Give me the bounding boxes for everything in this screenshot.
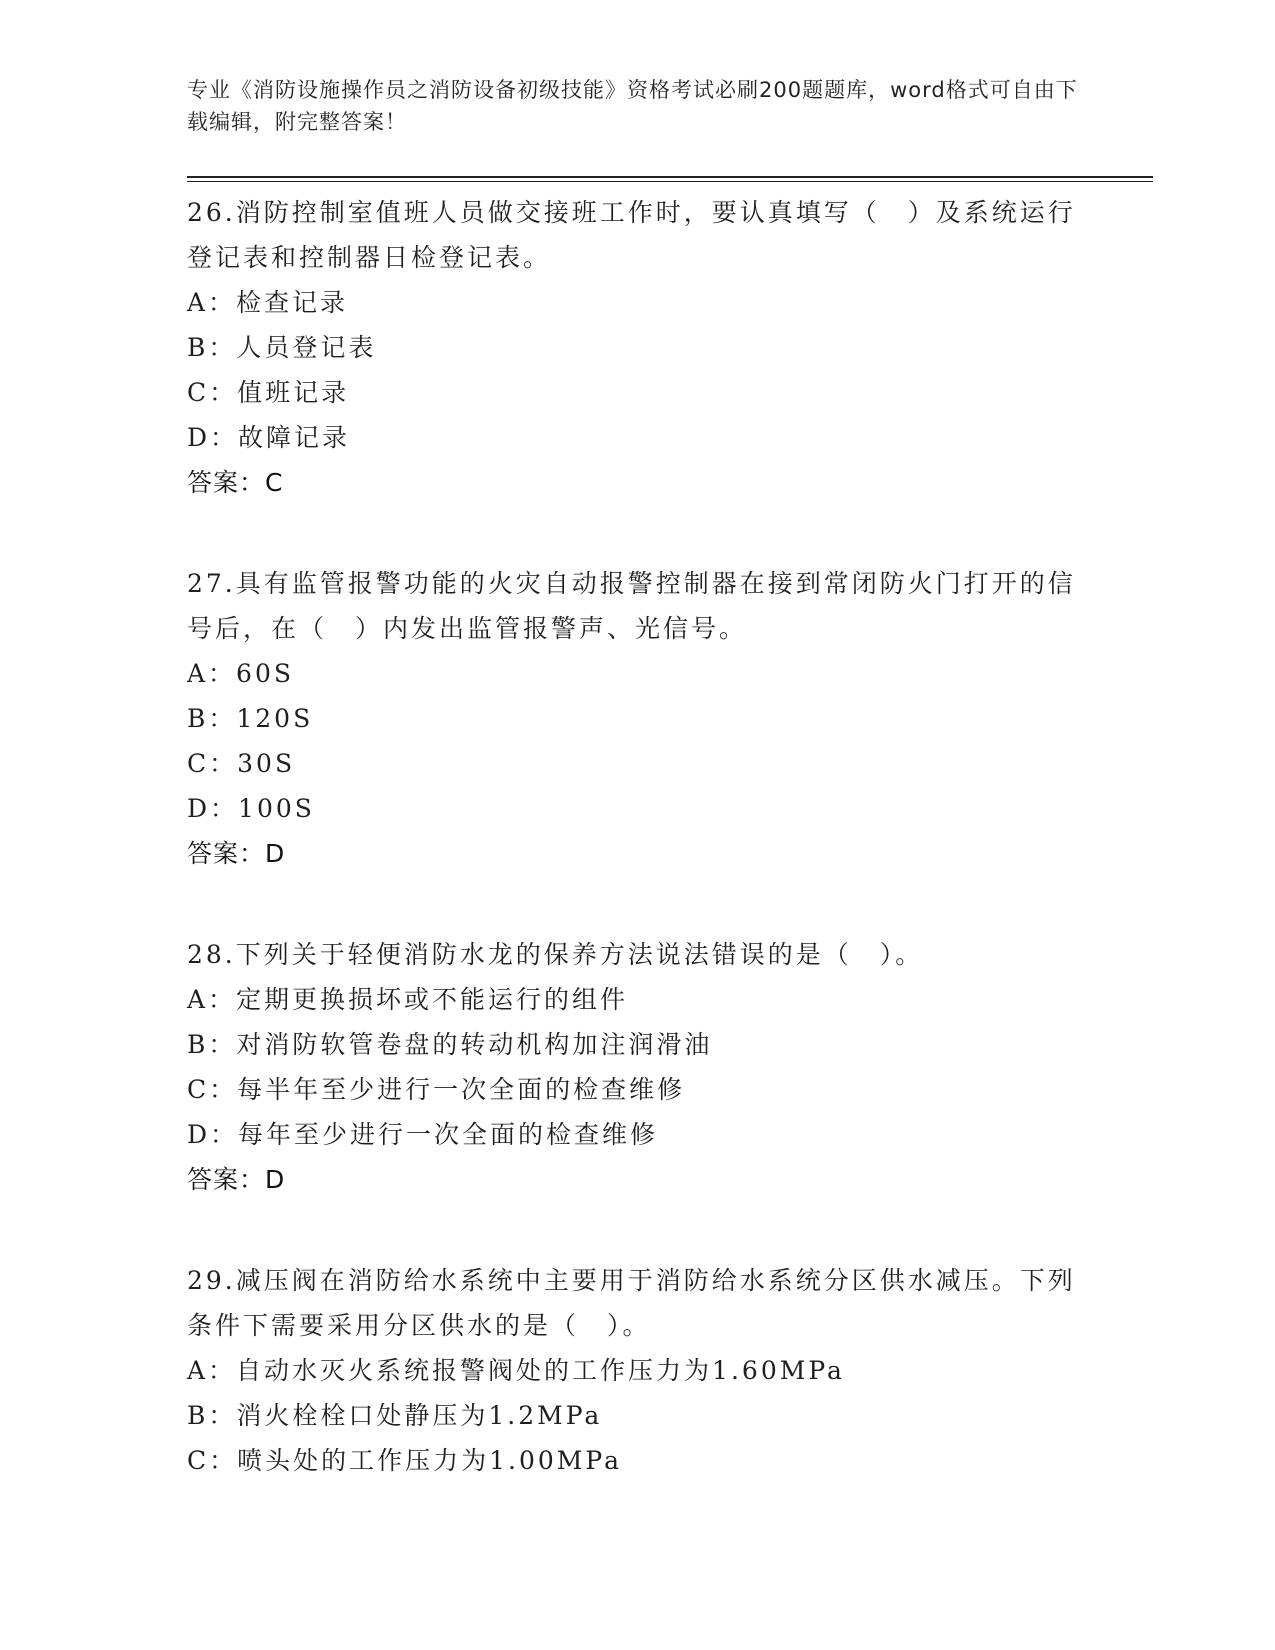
option-d: D：100S bbox=[187, 794, 315, 823]
answer-label: 答案：D bbox=[187, 1165, 286, 1194]
option-b: B：对消防软管卷盘的转动机构加注润滑油 bbox=[187, 1030, 713, 1059]
header-divider-thin bbox=[187, 181, 1153, 182]
option-b: B：120S bbox=[187, 704, 314, 733]
question-stem: 29.减压阀在消防给水系统中主要用于消防给水系统分区供水减压。下列条件下需要采用分区供水的是（ ）。 bbox=[187, 1266, 1076, 1340]
option-c: C：30S bbox=[187, 749, 296, 778]
option-b: B：消火栓栓口处静压为1.2MPa bbox=[187, 1401, 603, 1430]
question-list bbox=[187, 190, 1087, 1539]
question-stem: 27.具有监管报警功能的火灾自动报警控制器在接到常闭防火门打开的信号后，在（ ）内发出监管报警声、光信号。 bbox=[187, 569, 1076, 643]
document-header: 专业《消防设施操作员之消防设备初级技能》资格考试必刷200题题库，word格式可自由下载编辑，附完整答案！ bbox=[187, 78, 1078, 134]
answer-label: 答案：C bbox=[187, 468, 284, 497]
question-27 bbox=[187, 561, 1087, 876]
question-29 bbox=[187, 1258, 1087, 1483]
option-a: A：自动水灭火系统报警阀处的工作压力为1.60MPa bbox=[187, 1356, 845, 1385]
option-b: B：人员登记表 bbox=[187, 333, 377, 362]
option-d: D：每年至少进行一次全面的检查维修 bbox=[187, 1120, 659, 1149]
header-divider-thick bbox=[187, 176, 1153, 178]
question-stem: 28.下列关于轻便消防水龙的保养方法说法错误的是（ ）。 bbox=[187, 940, 924, 969]
question-26 bbox=[187, 190, 1087, 505]
answer-label: 答案：D bbox=[187, 839, 286, 868]
option-d: D：故障记录 bbox=[187, 423, 351, 452]
option-a: A：定期更换损坏或不能运行的组件 bbox=[187, 985, 629, 1014]
question-stem: 26.消防控制室值班人员做交接班工作时，要认真填写（ ）及系统运行登记表和控制器日检登记表。 bbox=[187, 198, 1076, 272]
question-28 bbox=[187, 932, 1087, 1202]
option-c: C：每半年至少进行一次全面的检查维修 bbox=[187, 1075, 686, 1104]
option-a: A：60S bbox=[187, 659, 294, 688]
option-c: C：喷头处的工作压力为1.00MPa bbox=[187, 1446, 622, 1475]
option-a: A：检查记录 bbox=[187, 288, 349, 317]
option-c: C：值班记录 bbox=[187, 378, 350, 407]
